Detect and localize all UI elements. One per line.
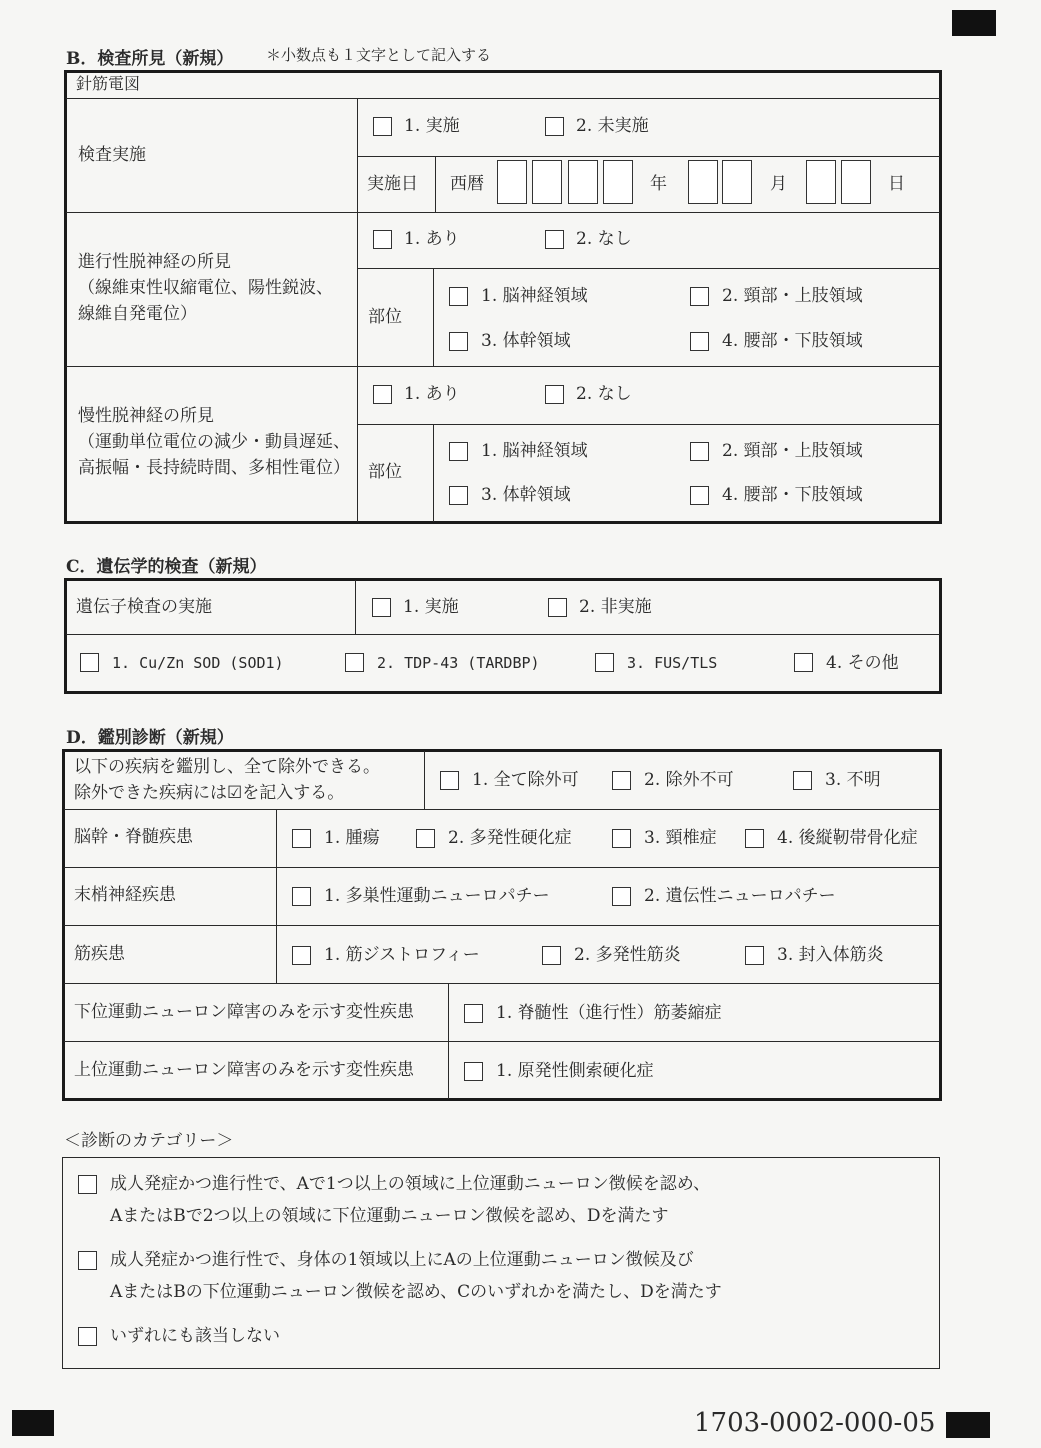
era-label: 西暦: [450, 174, 484, 194]
instruction-line-1: 以下の疾病を鑑別し、全て除外できる。: [74, 757, 380, 777]
category-1-line-2: AまたはBで2つ以上の領域に下位運動ニューロン徴候を認め、Dを満たす: [110, 1206, 669, 1226]
muscle-ibm-checkbox[interactable]: [745, 946, 764, 965]
progressive-site-3-label: 3. 体幹領域: [481, 331, 571, 351]
brainstem-tumor-label: 1. 腫瘍: [324, 828, 380, 848]
brainstem-opll-checkbox[interactable]: [745, 829, 764, 848]
chronic-site-1-label: 1. 脳神経領域: [481, 441, 588, 461]
brainstem-ms-label: 2. 多発性硬化症: [448, 828, 572, 848]
umn-pls-checkbox[interactable]: [464, 1062, 483, 1081]
exam-done-label: 1. 実施: [404, 116, 460, 136]
lmn-sma-label: 1. 脊髄性（進行性）筋萎縮症: [496, 1003, 722, 1023]
exclude-unknown-checkbox[interactable]: [793, 771, 812, 790]
year-digit-4[interactable]: [603, 160, 633, 204]
category-1-line-1: 成人発症かつ進行性で、Aで1つ以上の領域に上位運動ニューロン徴候を認め、: [110, 1174, 711, 1194]
exam-not-done-label: 2. 未実施: [576, 116, 649, 136]
gene-test-done-label: 1. 実施: [403, 597, 459, 617]
exclude-impossible-label: 2. 除外不可: [644, 770, 734, 790]
peripheral-hereditary-checkbox[interactable]: [612, 887, 631, 906]
day-digit-1[interactable]: [806, 160, 836, 204]
muscle-dystrophy-checkbox[interactable]: [292, 946, 311, 965]
progressive-site-1-checkbox[interactable]: [449, 287, 468, 306]
peripheral-hereditary-label: 2. 遺伝性ニューロパチー: [644, 886, 836, 906]
date-label: 実施日: [367, 174, 418, 194]
gene-test-not-done-label: 2. 非実施: [579, 597, 652, 617]
section-c-title: C．遺伝学的検査（新規）: [66, 557, 267, 577]
peripheral-mmn-checkbox[interactable]: [292, 887, 311, 906]
chronic-site-1-checkbox[interactable]: [449, 442, 468, 461]
year-digit-1[interactable]: [497, 160, 527, 204]
umn-label: 上位運動ニューロン障害のみを示す変性疾患: [74, 1060, 414, 1080]
muscle-polymyositis-label: 2. 多発性筋炎: [574, 945, 681, 965]
gene-test-done-checkbox[interactable]: [372, 598, 391, 617]
umn-pls-label: 1. 原発性側索硬化症: [496, 1061, 654, 1081]
registration-mark-bottom-right: [946, 1412, 990, 1438]
exam-done-checkbox[interactable]: [373, 117, 392, 136]
brainstem-label: 脳幹・脊髄疾患: [74, 827, 193, 847]
progressive-site-4-checkbox[interactable]: [690, 332, 709, 351]
progressive-site-3-checkbox[interactable]: [449, 332, 468, 351]
brainstem-tumor-checkbox[interactable]: [292, 829, 311, 848]
chronic-site-2-label: 2. 頸部・上肢領域: [722, 441, 863, 461]
month-label: 月: [770, 174, 787, 194]
chronic-site-3-checkbox[interactable]: [449, 486, 468, 505]
exclude-impossible-checkbox[interactable]: [612, 771, 631, 790]
year-digit-2[interactable]: [532, 160, 562, 204]
gene-fus-checkbox[interactable]: [595, 653, 614, 672]
gene-tdp43-checkbox[interactable]: [345, 653, 364, 672]
emg-table-label: 針筋電図: [76, 74, 141, 93]
brainstem-ms-checkbox[interactable]: [416, 829, 435, 848]
progressive-site-2-label: 2. 頸部・上肢領域: [722, 286, 863, 306]
peripheral-mmn-label: 1. 多巣性運動ニューロパチー: [324, 886, 550, 906]
chronic-yes-label: 1. あり: [404, 384, 460, 404]
chronic-site-3-label: 3. 体幹領域: [481, 485, 571, 505]
exclude-all-label: 1. 全て除外可: [472, 770, 579, 790]
gene-other-label: 4. その他: [826, 653, 899, 673]
year-label: 年: [650, 174, 667, 194]
chronic-site-2-checkbox[interactable]: [690, 442, 709, 461]
progressive-site-label: 部位: [368, 307, 402, 327]
gene-tdp43-label: 2. TDP-43 (TARDBP): [377, 654, 540, 672]
gene-sod1-checkbox[interactable]: [80, 653, 99, 672]
lmn-label: 下位運動ニューロン障害のみを示す変性疾患: [74, 1002, 414, 1022]
gene-test-not-done-checkbox[interactable]: [548, 598, 567, 617]
category-title: ＜診断のカテゴリー＞: [64, 1131, 234, 1151]
chronic-detail-2: 高振幅・長持続時間、多相性電位）: [78, 458, 350, 478]
muscle-dystrophy-label: 1. 筋ジストロフィー: [324, 945, 480, 965]
peripheral-label: 末梢神経疾患: [74, 885, 176, 905]
muscle-polymyositis-checkbox[interactable]: [542, 946, 561, 965]
month-digit-2[interactable]: [722, 160, 752, 204]
year-digit-3[interactable]: [568, 160, 598, 204]
day-label: 日: [888, 174, 905, 194]
progressive-detail-1: （線維束性収縮電位、陽性鋭波、: [78, 278, 333, 298]
genetic-table: [64, 578, 942, 694]
chronic-title: 慢性脱神経の所見: [78, 406, 214, 426]
progressive-title: 進行性脱神経の所見: [78, 252, 231, 272]
exam-not-done-checkbox[interactable]: [545, 117, 564, 136]
chronic-detail-1: （運動単位電位の減少・動員遅延、: [78, 432, 350, 452]
chronic-site-4-label: 4. 腰部・下肢領域: [722, 485, 863, 505]
lmn-sma-checkbox[interactable]: [464, 1004, 483, 1023]
section-d-title: D．鑑別診断（新規）: [66, 728, 234, 748]
chronic-no-label: 2. なし: [576, 384, 632, 404]
progressive-site-1-label: 1. 脳神経領域: [481, 286, 588, 306]
progressive-detail-2: 線維自発電位）: [78, 304, 197, 324]
exclude-unknown-label: 3. 不明: [825, 770, 881, 790]
progressive-no-checkbox[interactable]: [545, 230, 564, 249]
gene-test-label: 遺伝子検査の実施: [76, 597, 212, 617]
month-digit-1[interactable]: [688, 160, 718, 204]
brainstem-opll-label: 4. 後縦靭帯骨化症: [777, 828, 918, 848]
progressive-yes-checkbox[interactable]: [373, 230, 392, 249]
exam-label: 検査実施: [78, 145, 146, 165]
muscle-label: 筋疾患: [74, 944, 125, 964]
day-digit-2[interactable]: [841, 160, 871, 204]
progressive-site-2-checkbox[interactable]: [690, 287, 709, 306]
chronic-site-label: 部位: [368, 462, 402, 482]
section-b-title: B．検査所見（新規）: [66, 49, 234, 69]
progressive-no-label: 2. なし: [576, 229, 632, 249]
chronic-no-checkbox[interactable]: [545, 385, 564, 404]
category-3-line-1: いずれにも該当しない: [110, 1326, 280, 1346]
gene-other-checkbox[interactable]: [794, 653, 813, 672]
exclude-all-checkbox[interactable]: [440, 771, 459, 790]
registration-mark-top-right: [952, 10, 996, 36]
instruction-line-2: 除外できた疾病には☑を記入する。: [74, 783, 345, 803]
category-2-line-1: 成人発症かつ進行性で、身体の1領域以上にAの上位運動ニューロン徴候及び: [110, 1250, 694, 1270]
progressive-site-4-label: 4. 腰部・下肢領域: [722, 331, 863, 351]
category-3-checkbox[interactable]: [78, 1327, 97, 1346]
category-1-checkbox[interactable]: [78, 1175, 97, 1194]
gene-fus-label: 3. FUS/TLS: [627, 654, 718, 672]
chronic-site-4-checkbox[interactable]: [690, 486, 709, 505]
chronic-yes-checkbox[interactable]: [373, 385, 392, 404]
registration-mark-bottom-left: [12, 1410, 54, 1436]
form-code: 1703-0002-000-05: [694, 1408, 936, 1438]
category-2-checkbox[interactable]: [78, 1251, 97, 1270]
brainstem-spondylosis-label: 3. 頸椎症: [644, 828, 717, 848]
progressive-yes-label: 1. あり: [404, 229, 460, 249]
category-2-line-2: AまたはBの下位運動ニューロン徴候を認め、Cのいずれかを満たし、Dを満たす: [110, 1282, 722, 1302]
section-b-note: ＊小数点も１文字として記入する: [266, 46, 492, 64]
brainstem-spondylosis-checkbox[interactable]: [612, 829, 631, 848]
muscle-ibm-label: 3. 封入体筋炎: [777, 945, 884, 965]
gene-sod1-label: 1. Cu/Zn SOD (SOD1): [112, 654, 284, 672]
